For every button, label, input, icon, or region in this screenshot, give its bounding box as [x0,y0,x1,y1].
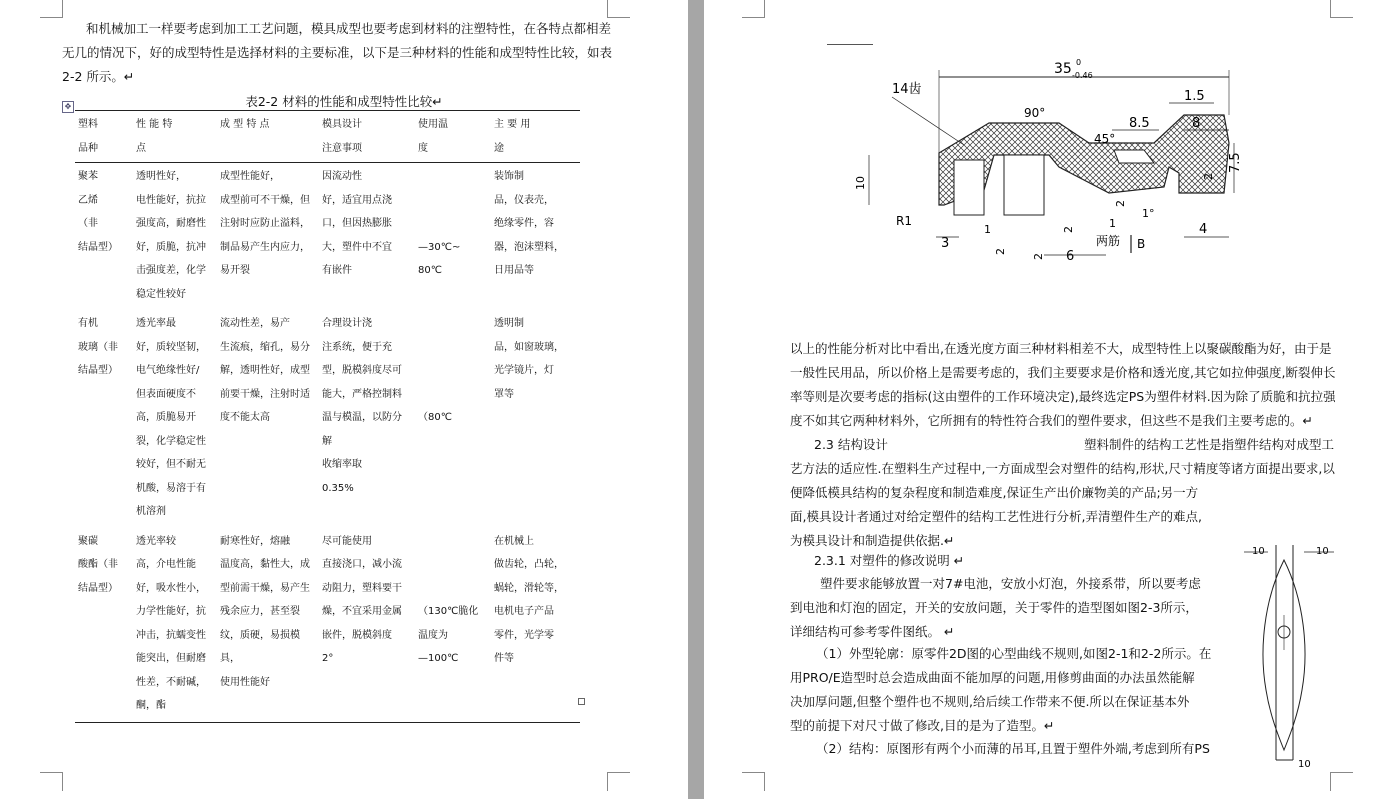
dim-label: 10 [854,176,867,190]
paragraph-line: 艺方法的适应性.在塑料生产过程中,一方面成型会对塑件的结构,形状,尺寸精度等诸方面提出要求,以 [790,461,1335,476]
paragraph-line: 型的前提下对尺寸做了修改,目的是为了造型。↵ [790,718,1055,733]
paragraph-line: 以上的性能分析对比中看出,在透光度方面三种材料相差不大，成型特性上以聚碳酸酯为好，由于是 [790,341,1332,356]
header-cell: 成 型 特 点 [220,119,270,130]
horizontal-rule [827,44,873,45]
dim-label: -0.46 [1072,71,1093,80]
table-cell: 装饰制 品，仪表壳， 绝缘零件，容 器，泡沫塑料， 日用品等 [494,171,564,276]
crop-mark [40,772,63,791]
paragraph-line: 塑件要求能够放置一对7#电池，安放小灯泡，外接系带，所以要考虑 [820,576,1201,591]
dim-label: 3 [941,236,950,251]
paragraph-line: 为模具设计和制造提供依据.↵ [790,533,955,548]
header-cell: 塑料 品种 [78,119,98,154]
dim-label: 45° [1094,132,1116,146]
paragraph-line: 塑料制件的结构工艺性是指塑件结构对成型工 [1084,437,1335,452]
dim-label: R1 [896,214,912,228]
table-row [75,163,580,311]
paragraph-line: （2）结构：原图形有两个小而薄的吊耳,且置于塑件外端,考虑到所有PS [816,741,1210,756]
intro-line-2: 无几的情况下，好的成型特性是选择材料的主要标准，以下是三种材料的性能和成型特性比较，如表 [62,45,613,60]
section-heading-2-3-1: 2.3.1 对塑件的修改说明 ↵ [814,553,965,568]
crop-mark [742,772,765,791]
dim-label: 两筋 [1096,234,1121,248]
table-cell: 透明性好， 电性能好，抗拉 强度高，耐磨性 好，质脆，抗冲 击强度差，化学 稳定性较好 [136,171,206,300]
table-cell: 合理设计浇 注系统，便于充 型，脱模斜度尽可 能大，严格控制料 温与模温，以防分 解 收缩率取 0.35% [322,318,402,494]
page-gap [688,0,704,799]
dim-label: 2 [1032,253,1045,260]
paragraph-line: 率等则是次要考虑的指标(这由塑件的工作环境决定),最终选定PS为塑件材料.因为除了质脆和抗拉强 [790,389,1336,404]
table-cell: 聚苯 乙烯 （非 结晶型） [78,171,118,253]
paragraph-line: （1）外型轮廓：原零件2D图的心型曲线不规则,如图2-1和2-2所示。在 [816,646,1212,661]
crop-mark [742,0,765,18]
crop-mark [607,772,630,791]
table-cell: 有机 玻璃（非 结晶型） [78,318,118,376]
table-row [75,310,580,528]
dim-label: 8.5 [1129,116,1150,131]
dim-label: 2 [994,248,1007,255]
part-cross-section-drawing [844,55,1264,270]
intro-line-3: 2-2 所示。↵ [62,69,135,84]
dim-label: 2 [1062,226,1075,233]
table-move-handle[interactable]: ✥ [62,101,74,113]
fig-label: 10 [1298,759,1311,770]
table-cell: 尽可能使用 直接浇口，减小流 动阻力，塑料要干 燥，不宜采用金属 嵌件，脱模斜度 2° [319,528,415,723]
table-cell: 透光率最 好，质较坚韧， 电气绝缘性好/ 但表面硬度不 高，质脆易开 裂，化学稳定性 较好，但不耐无 机酸，易溶于有 机溶剂 [136,318,206,517]
paragraph-line: 详细结构可参考零件图纸。 ↵ [790,624,955,639]
table-cell: 流动性差，易产 生流痕，缩孔，易分 解，透明性好，成型 前要干燥，注射时适 度不能太高 [220,318,310,423]
dim-label: 1° [1142,207,1155,220]
dim-label: 14齿 [892,82,922,97]
table-cell: （80℃ [418,412,452,423]
table-cell: 透明制 品，如窗玻璃， 光学镜片，灯 罩等 [494,318,564,400]
dim-label: 4 [1199,222,1208,237]
dim-label: 90° [1024,106,1046,120]
paragraph-line: 面,模具设计者通过对给定塑件的结构工艺性进行分析,弄清塑件生产的难点, [790,509,1202,524]
paragraph-line: 决加厚问题,但整个塑件也不规则,给后续工作带来不便.所以在保证基本外 [790,694,1190,709]
part-side-view-figure [1224,540,1344,775]
header-cell: 性 能 特 点 [136,119,173,154]
dim-label: 0 [1076,58,1082,67]
fig-label: 10 [1316,546,1329,557]
table-resize-handle[interactable] [578,698,585,705]
section-heading-2-3: 2.3 结构设计 [814,437,888,452]
dim-label: B [1137,237,1146,251]
dim-label: 7.5 [1228,152,1243,173]
dim-label: 6 [1066,249,1075,264]
paragraph-line: 度不如其它两种材料外，它所拥有的特性符合我们的塑件要求，但这些不是我们主要考虑的。↵ [790,413,1313,428]
header-cell: 使用温 度 [418,119,448,154]
document-page-left [0,0,688,799]
header-cell: 主 要 用 途 [494,119,531,154]
document-page-right [704,0,1377,799]
dim-label: 1 [984,223,991,236]
intro-line-1: 和机械加工一样要考虑到加工工艺问题，模具成型也要考虑到材料的注塑特性，在各特点都相差 [86,21,612,36]
table-cell: 因流动性 好，适宜用点浇 口，但因热膨胀 大，塑件中不宜 有嵌件 [322,171,392,276]
dim-label: 2 [1114,200,1127,207]
table-cell: —30℃~ 80℃ [418,241,461,276]
dim-label: 8 [1192,116,1201,131]
crop-mark [607,0,630,18]
dim-label: 35 [1054,61,1072,77]
table-header-row [75,111,580,163]
paragraph-line: 便降低模具结构的复杂程度和制造难度,保证生产出价廉物美的产品;另一方 [790,485,1199,500]
dim-label: 1.5 [1184,89,1205,104]
crop-mark [1330,0,1353,18]
paragraph-line: 用PRO/E造型时总会造成曲面不能加厚的问题,用修剪曲面的办法虽然能解 [790,670,1195,685]
crop-mark [40,0,63,18]
material-comparison-table [75,110,580,723]
table-cell: 在机械上 做齿轮，凸轮， 蜗轮，滑轮等， 电机电子产品 零件，光学零 件等 [491,528,580,723]
table-caption: 表2-2 材料的性能和成型特性比较↵ [245,94,443,109]
dim-label: 2 [1202,173,1215,180]
table-cell: （130℃脆化 温度为 —100℃ [415,528,491,723]
fig-label: 10 [1252,546,1265,557]
header-cell: 模具设计 注意事项 [322,119,362,154]
paragraph-line: 到电池和灯泡的固定，开关的安放问题，关于零件的造型图如图2-3所示， [790,600,1198,615]
table-cell: 透光率较 高，介电性能 好，吸水性小， 力学性能好，抗 冲击，抗蠕变性 能突出，但耐磨 性差，不耐碱， 酮，酯 [133,528,217,723]
table-row [75,528,580,723]
paragraph-line: 一般性民用品，所以价格上是需要考虑的，我们主要要求是价格和透光度,其它如拉伸强度,断裂伸长 [790,365,1336,380]
table-cell: 聚碳 酸酯（非 结晶型） [75,528,133,723]
table-cell: 耐寒性好，熔融 温度高，黏性大，成 型前需干燥，易产生 残余应力，甚至裂 纹，质硬，易损模具， 使用性能好 [217,528,319,723]
dim-label: 1 [1109,217,1116,230]
table-cell: 成型性能好， 成型前可不干燥，但 注射时应防止溢料， 制品易产生内应力， 易开裂 [220,171,310,276]
